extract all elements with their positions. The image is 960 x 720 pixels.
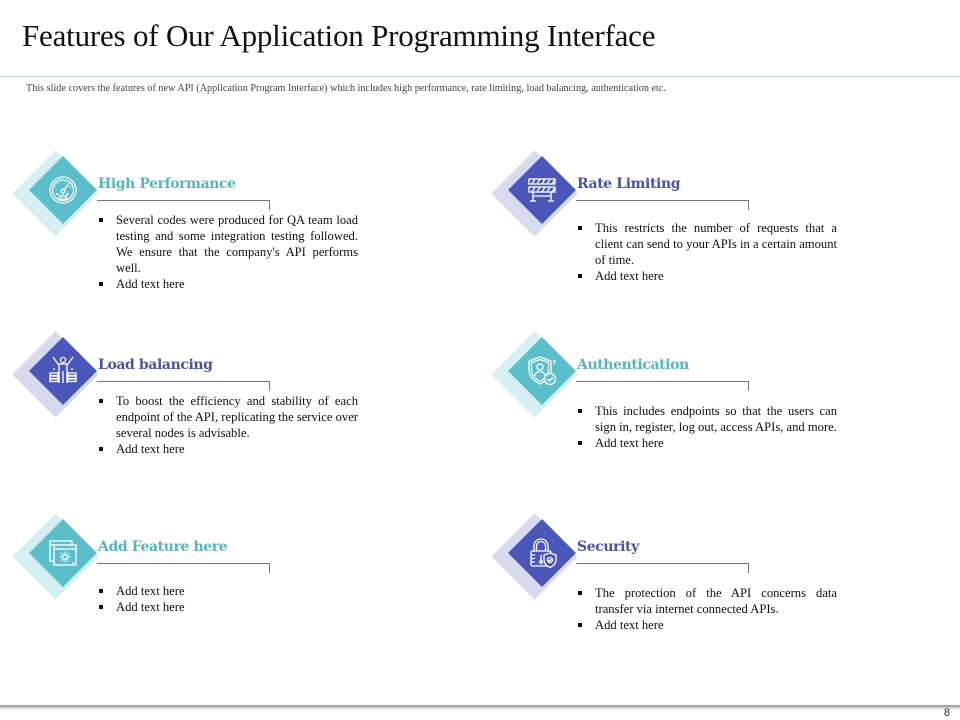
bullet-item: To boost the efficiency and stability of each endpoint of the API, replicating the service over several nodes is advisable.	[98, 393, 358, 441]
title-divider	[0, 76, 960, 77]
connector-tick	[269, 200, 270, 210]
connector-tick	[748, 563, 749, 573]
connector-tick	[269, 381, 270, 391]
connector-tick	[748, 200, 749, 210]
bullet-list	[98, 212, 358, 292]
bullet-item: The protection of the API concerns data transfer via internet connected APIs.	[577, 585, 837, 617]
bullet-list	[98, 583, 358, 615]
feature-card-add-feature	[0, 513, 360, 653]
bullet-item: This includes endpoints so that the users can sign in, register, log out, access APIs, and more.	[577, 403, 837, 435]
feature-title: Authentication	[577, 357, 689, 373]
bullet-item: Add text here	[98, 276, 358, 292]
connector-line	[97, 381, 269, 382]
bullet-item: Add text here	[98, 441, 358, 457]
feature-card-high-performance	[0, 150, 360, 290]
connector-tick	[748, 381, 749, 391]
bullet-item: Add text here	[98, 599, 358, 615]
bullet-item: Add text here	[577, 617, 837, 633]
feature-card-security	[479, 513, 839, 653]
slide-title: Features of Our Application Programming Interface	[22, 18, 656, 53]
bullet-item: This restricts the number of requests that a client can send to your APIs in a certain amount of time.	[577, 220, 837, 268]
feature-title: Security	[577, 539, 639, 555]
feature-title: Add Feature here	[98, 539, 228, 555]
feature-card-authentication	[479, 331, 839, 471]
bullet-item: Add text here	[577, 435, 837, 451]
page-number: 8	[943, 707, 950, 719]
feature-title: Load balancing	[98, 357, 213, 373]
connector-line	[576, 200, 748, 201]
bullet-item: Several codes were produced for QA team load testing and some integration testing followed. We ensure that the company's API performs well.	[98, 212, 358, 276]
person-balancing-coins-icon	[43, 351, 83, 391]
bullet-list	[577, 585, 837, 633]
feature-card-load-balancing	[0, 331, 360, 471]
bullet-list	[98, 393, 358, 457]
connector-line	[576, 563, 748, 564]
connector-tick	[269, 563, 270, 573]
barrier-icon	[522, 170, 562, 210]
slide-subtitle: This slide covers the features of new API (Application Program Interface) which includes high performance, rate limiting, load balancing, authentication etc.	[26, 83, 666, 94]
feature-card-rate-limiting	[479, 150, 839, 290]
bullet-list	[577, 220, 837, 284]
connector-line	[576, 381, 748, 382]
window-gear-icon	[43, 533, 83, 573]
bullet-item: Add text here	[98, 583, 358, 599]
padlock-shield-icon	[522, 533, 562, 573]
connector-line	[97, 200, 269, 201]
user-shield-check-icon	[522, 351, 562, 391]
connector-line	[97, 563, 269, 564]
feature-title: High Performance	[98, 176, 236, 192]
speedometer-icon	[43, 170, 83, 210]
footer-divider	[0, 705, 960, 708]
bullet-item: Add text here	[577, 268, 837, 284]
bullet-list	[577, 403, 837, 451]
feature-title: Rate Limiting	[577, 176, 681, 192]
